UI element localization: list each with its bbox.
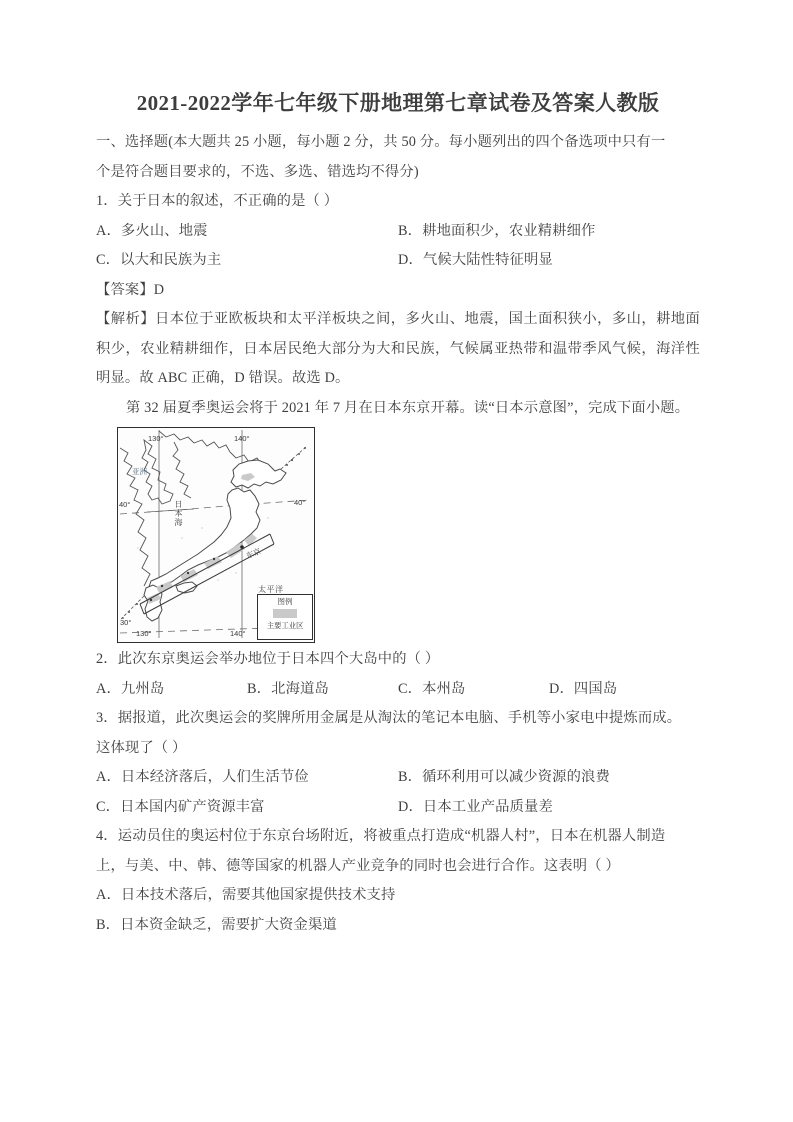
question-1-stem: 1．关于日本的叙述，不正确的是（ ）: [96, 193, 339, 209]
question-2-option-a[interactable]: A．九州岛: [96, 680, 165, 697]
map-legend: [257, 594, 313, 640]
map-legend-swatch-industrial-zone: [273, 609, 297, 618]
question-2-stem: 2．此次东京奥运会举办地位于日本四个大岛中的（ ）: [96, 651, 440, 667]
question-4-options-row-1: [96, 881, 700, 911]
question-1-option-a[interactable]: A．多火山、地震: [96, 222, 208, 239]
question-4-options-row-2: [96, 911, 700, 941]
map-legend-caption: 主要工业区: [266, 621, 304, 630]
question-1-answer: 【答案】D: [96, 281, 165, 298]
map-label-longitude-130-top: 130°: [148, 434, 164, 443]
map-label-latitude-30-left: 30°: [120, 618, 132, 627]
olympics-intro-paragraph: 第 32 届夏季奥运会将于 2021 年 7 月在日本东京开幕。读“日本示意图”，完成下面小题。: [126, 399, 690, 416]
question-3-option-a[interactable]: A．日本经济落后，人们生活节俭: [96, 769, 309, 785]
map-label-longitude-140-top: 140°: [234, 434, 250, 443]
map-label-latitude-40-right: 40°: [294, 498, 306, 507]
document-content: [96, 88, 700, 940]
question-1-option-d[interactable]: D．气候大陆性特征明显: [398, 252, 553, 268]
question-2-option-d[interactable]: D．四国岛: [549, 680, 618, 697]
question-2-option-c[interactable]: C．本州岛: [398, 680, 466, 697]
question-4-stem-line-1: 4．运动员住的奥运村位于东京台场附近，将被重点打造成“机器人村”，日本在机器人制造: [96, 828, 666, 844]
question-4-option-b[interactable]: B．日本资金缺乏，需要扩大资金渠道: [96, 916, 337, 933]
question-3-stem-line-2: 这体现了（ ）: [96, 739, 187, 756]
map-label-asia: 亚洲: [132, 467, 147, 476]
question-1-analysis: 【解析】日本位于亚欧板块和太平洋板块之间，多火山、地震，国土面积狭小，多山，耕地面积少，农业精耕细作，日本居民绝大部分为大和民族，气候属亚热带和温带季风气候，海洋性明显。故 ABC 正确，D 错误。故选 D。: [96, 311, 700, 386]
japan-map-figure: [96, 427, 700, 643]
map-label-latitude-40-left: 40°: [119, 500, 131, 509]
question-2-options-row: [96, 675, 700, 705]
section-heading-line-1: 一、选择题(本大题共 25 小题，每小题 2 分，共 50 分。每小题列出的四个备选项中只有一: [96, 134, 666, 150]
question-1-options-row-1: [96, 217, 700, 247]
question-2-option-b[interactable]: B．北海道岛: [247, 680, 329, 697]
question-1-options-row-2: [96, 246, 700, 276]
question-3-option-c[interactable]: C．日本国内矿产资源丰富: [96, 798, 265, 815]
map-label-sea-of-japan: 日本海: [174, 500, 183, 527]
map-label-pacific-ocean: 太平洋: [258, 585, 284, 594]
japan-map-frame: [117, 427, 315, 643]
question-3-stem-line-1: 3．据报道，此次奥运会的奖牌所用金属是从淘汰的笔记本电脑、手机等小家电中提炼而成。: [96, 710, 682, 726]
question-1-option-b[interactable]: B．耕地面积少，农业精耕细作: [398, 222, 596, 239]
question-3-option-b[interactable]: B．循环利用可以减少资源的浪费: [398, 769, 610, 785]
question-1-option-c[interactable]: C．以大和民族为主: [96, 252, 222, 268]
question-3-option-d[interactable]: D．日本工业产品质量差: [398, 798, 553, 815]
map-label-longitude-140-bottom: 140°: [230, 629, 246, 638]
question-3-options-row-2: [96, 793, 700, 823]
section-heading-line-2: 个是符合题目要求的，不选、多选、错选均不得分): [96, 163, 419, 180]
map-legend-title: 图例: [277, 597, 293, 606]
map-label-tokyo: 东京: [244, 546, 263, 561]
question-4-option-a[interactable]: A．日本技术落后，需要其他国家提供技术支持: [96, 887, 396, 903]
map-label-longitude-130-bottom: 130°: [136, 629, 152, 638]
page-title: 2021-2022学年七年级下册地理第七章试卷及答案人教版: [136, 91, 660, 115]
question-3-options-row-1: [96, 763, 700, 793]
question-4-stem-line-2: 上，与美、中、韩、德等国家的机器人产业竞争的同时也会进行合作。这表明（ ）: [96, 857, 620, 874]
